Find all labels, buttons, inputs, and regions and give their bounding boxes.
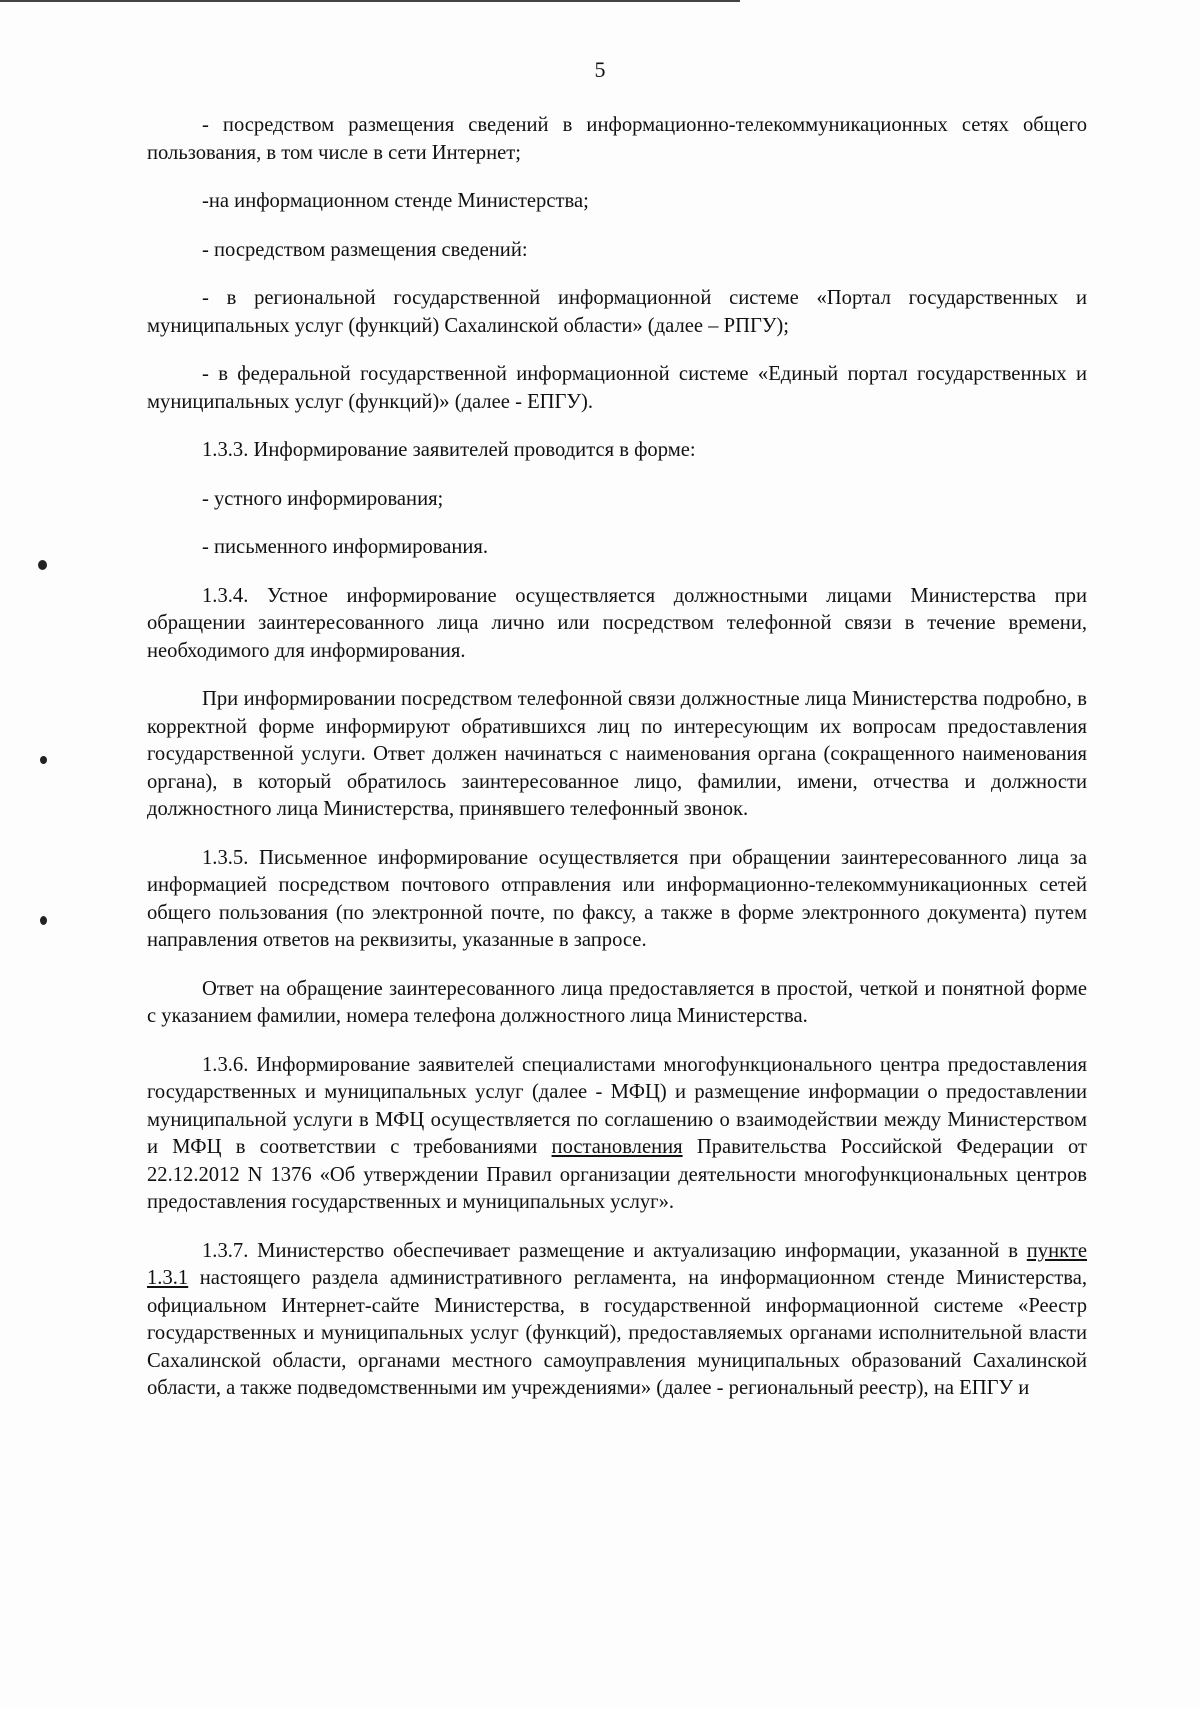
paragraph: При информировании посредством телефонной связи должностные лица Министерства подробно, в корректной форме информируют обратившихся лиц по интересующим их вопросам предоставления государственной услуги. Ответ должен начинаться с наименования органа (сокращенного наименования органа), в который обратилось заинтересованное лицо, фамилии, имени, отчества и должности должностного лица Министерства, принявшего телефонный звонок. (147, 688, 1087, 820)
document-body (147, 112, 1087, 1424)
regulation-link[interactable]: постановления (551, 1136, 683, 1158)
paragraph: - в региональной государственной информационной системе «Портал государственных и муниципальных услуг (функций) Сахалинской области» (далее – РПГУ); (147, 287, 1087, 337)
top-scan-edge (0, 0, 740, 2)
scan-speck (40, 756, 47, 764)
paragraph: - посредством размещения сведений в информационно-телекоммуникационных сетях общего пользования, в том числе в сети Интернет; (147, 114, 1087, 164)
clause-link[interactable]: пункте 1.3.1 (147, 1239, 1087, 1289)
paragraph-text: настоящего раздела административного регламента, на информационном стенде Министерства, официальном Интернет-сайте Министерства, в государственной информационной системе «Реестр государственных и муниципальных услуг (функций), предоставляемых органами исполнительной власти Сахалинской области, органами местного самоуправления муниципальных образований Сахалинской области, а также подведомственными им учреждениями» (далее - региональный реестр), на ЕПГУ и (147, 1267, 1087, 1399)
paragraph-text: Правительства Российской Федерации от 22.12.2012 N 1376 «Об утверждении Правил организации деятельности многофункциональных центров предоставления государственных и муниципальных услуг». (147, 1136, 1087, 1213)
paragraph-1-3-6 (147, 1052, 1087, 1217)
paragraph-text: 1.3.7. Министерство обеспечивает размещение и актуализацию информации, указанной в (202, 1239, 1027, 1262)
paragraph: 1.3.3. Информирование заявителей проводится в форме: (202, 439, 696, 461)
paragraph: - посредством размещения сведений: (202, 238, 528, 261)
paragraph: - устного информирования; (202, 487, 444, 510)
paragraph: 1.3.5. Письменное информирование осуществляется при обращении заинтересованного лица за информацией посредством почтового отправления или информационно-телекоммуникационных сетей общего пользования (по электронной почте, по факсу, а также в форме электронного документа) путем направления ответов на реквизиты, указанные в запросе. (147, 846, 1087, 951)
scan-speck (40, 916, 47, 925)
paragraph: - в федеральной государственной информационной системе «Единый портал государственных и муниципальных услуг (функций)» (далее - ЕПГУ). (147, 363, 1087, 413)
paragraph: - письменного информирования. (202, 536, 489, 558)
paragraph-1-3-7 (147, 1238, 1087, 1403)
paragraph: -на информационном стенде Министерства; (202, 190, 589, 212)
paragraph: 1.3.4. Устное информирование осуществляется должностными лицами Министерства при обращении заинтересованного лица лично или посредством телефонной связи в течение времени, необходимого для информирования. (147, 584, 1087, 662)
scan-speck (38, 560, 47, 570)
paragraph-text: 1.3.6. Информирование заявителей специалистами многофункционального центра предоставления государственных и муниципальных услуг (далее - МФЦ) и размещение информации о предоставлении муниципальной услуги в МФЦ осуществляется по соглашению о взаимодействии между Министерством и МФЦ в соответствии с требованиями (147, 1053, 1087, 1158)
paragraph: Ответ на обращение заинтересованного лица предоставляется в простой, четкой и понятной форме с указанием фамилии, номера телефона должностного лица Министерства. (147, 977, 1087, 1027)
page-number: 5 (594, 57, 606, 82)
